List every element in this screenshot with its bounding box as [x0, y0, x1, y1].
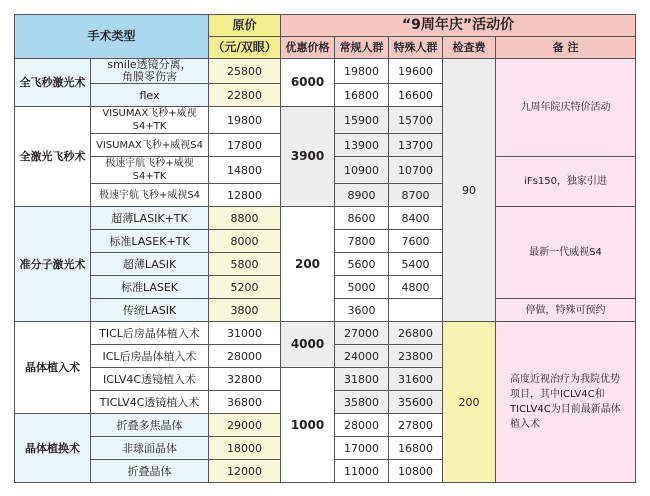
category-lens-replace: 晶体植换术: [15, 414, 91, 483]
category-full-femto: 全飞秒激光术: [15, 59, 91, 107]
discount-price-cell: 3900: [281, 107, 335, 207]
table-row: [15, 207, 636, 230]
surgery-name: flex: [91, 84, 209, 107]
original-price-cell: 31000: [209, 322, 281, 345]
surgery-name: 非球面晶体: [91, 437, 209, 460]
regular-price-cell: 17000: [335, 437, 389, 460]
regular-price-cell: 11000: [335, 460, 389, 483]
special-price-cell: 15700: [389, 107, 443, 134]
special-price-cell: 7600: [389, 230, 443, 253]
special-price-cell: 16600: [389, 84, 443, 107]
discount-price-cell: 200: [281, 207, 335, 322]
price-table: [14, 14, 636, 483]
original-price-cell: 8000: [209, 230, 281, 253]
special-price-cell: 35600: [389, 391, 443, 414]
regular-price-cell: 7800: [335, 230, 389, 253]
surgery-name: smile透镜分离， 角膜零伤害: [91, 59, 209, 84]
special-price-cell: 8700: [389, 184, 443, 207]
surgery-name: 超薄LASIK+TK: [91, 207, 209, 230]
special-price-cell: [389, 299, 443, 322]
special-price-cell: 23800: [389, 345, 443, 368]
special-price-cell: 13700: [389, 134, 443, 157]
price-table-sheet: [14, 14, 636, 483]
header-remarks: 备 注: [496, 37, 636, 59]
surgery-name: ICL后房晶体植入术: [91, 345, 209, 368]
original-price-cell: 5200: [209, 276, 281, 299]
regular-price-cell: 8600: [335, 207, 389, 230]
original-price-cell: 28000: [209, 345, 281, 368]
header-surgery-type: 手术类型: [15, 15, 209, 59]
regular-price-cell: 13900: [335, 134, 389, 157]
header-row-1: [15, 15, 636, 37]
category-full-laser-femto: 全激光飞秒术: [15, 107, 91, 207]
special-price-cell: 8400: [389, 207, 443, 230]
remark-cell: 高度近视治疗为我院优势项目，其中ICLV4C和TICLV4C为目前最新晶体植入术: [496, 322, 636, 483]
surgery-name: 标准LASEK+TK: [91, 230, 209, 253]
special-price-cell: 31600: [389, 368, 443, 391]
original-price-cell: 12000: [209, 460, 281, 483]
surgery-name: VISUMAX飞秒+威视S4: [91, 134, 209, 157]
original-price-cell: 32800: [209, 368, 281, 391]
original-price-cell: 8800: [209, 207, 281, 230]
original-price-cell: 3800: [209, 299, 281, 322]
regular-price-cell: 16800: [335, 84, 389, 107]
category-icl: 晶体植入术: [15, 322, 91, 414]
special-price-cell: 5400: [389, 253, 443, 276]
regular-price-cell: 5000: [335, 276, 389, 299]
special-price-cell: 10700: [389, 157, 443, 184]
original-price-cell: 22800: [209, 84, 281, 107]
regular-price-cell: 8900: [335, 184, 389, 207]
category-excimer: 准分子激光术: [15, 207, 91, 322]
remark-cell: 最新一代威视S4: [496, 207, 636, 299]
regular-price-cell: 3600: [335, 299, 389, 322]
regular-price-cell: 10900: [335, 157, 389, 184]
special-price-cell: 19600: [389, 59, 443, 84]
surgery-name: 折叠多焦晶体: [91, 414, 209, 437]
original-price-cell: 14800: [209, 157, 281, 184]
remark-cell: iFs150，独家引进: [496, 157, 636, 207]
original-price-cell: 36800: [209, 391, 281, 414]
discount-price-cell: 6000: [281, 59, 335, 107]
remark-cell: 九周年院庆特价活动: [496, 59, 636, 157]
surgery-name: TICLV4C透镜植入术: [91, 391, 209, 414]
original-price-cell: 5800: [209, 253, 281, 276]
original-price-cell: 19800: [209, 107, 281, 134]
header-original-price-unit: （元/双眼）: [209, 37, 281, 59]
original-price-cell: 25800: [209, 59, 281, 84]
header-regular: 常规人群: [335, 37, 389, 59]
surgery-name: 标准LASEK: [91, 276, 209, 299]
header-original-price: 原价: [209, 15, 281, 37]
surgery-name: 超薄LASIK: [91, 253, 209, 276]
regular-price-cell: 28000: [335, 414, 389, 437]
original-price-cell: 29000: [209, 414, 281, 437]
surgery-name: 极速宇航飞秒+威视S4: [91, 184, 209, 207]
surgery-name: TICL后房晶体植入术: [91, 322, 209, 345]
exam-fee-cell: 200: [443, 322, 496, 483]
regular-price-cell: 19800: [335, 59, 389, 84]
regular-price-cell: 15900: [335, 107, 389, 134]
surgery-name: 传统LASIK: [91, 299, 209, 322]
special-price-cell: 4800: [389, 276, 443, 299]
regular-price-cell: 27000: [335, 322, 389, 345]
discount-price-cell: 1000: [281, 368, 335, 483]
header-special: 特殊人群: [389, 37, 443, 59]
surgery-name: 极速宇航飞秒+威视S4+TK: [91, 157, 209, 184]
special-price-cell: 27800: [389, 414, 443, 437]
surgery-name: VISUMAX飞秒+威视S4+TK: [91, 107, 209, 134]
original-price-cell: 18000: [209, 437, 281, 460]
regular-price-cell: 24000: [335, 345, 389, 368]
original-price-cell: 17800: [209, 134, 281, 157]
header-exam-fee: 检查费: [443, 37, 496, 59]
surgery-name: ICLV4C透镜植入术: [91, 368, 209, 391]
special-price-cell: 16800: [389, 437, 443, 460]
table-row: [15, 59, 636, 84]
special-price-cell: 10800: [389, 460, 443, 483]
regular-price-cell: 31800: [335, 368, 389, 391]
discount-price-cell: 4000: [281, 322, 335, 368]
surgery-name: 折叠晶体: [91, 460, 209, 483]
regular-price-cell: 5600: [335, 253, 389, 276]
header-activity-title: “9周年庆”活动价: [281, 15, 636, 37]
exam-fee-cell: 90: [443, 59, 496, 322]
regular-price-cell: 35800: [335, 391, 389, 414]
original-price-cell: 12800: [209, 184, 281, 207]
header-discount-price: 优惠价格: [281, 37, 335, 59]
table-row: [15, 322, 636, 345]
special-price-cell: 26800: [389, 322, 443, 345]
remark-cell: 停做，特殊可预约: [496, 299, 636, 322]
